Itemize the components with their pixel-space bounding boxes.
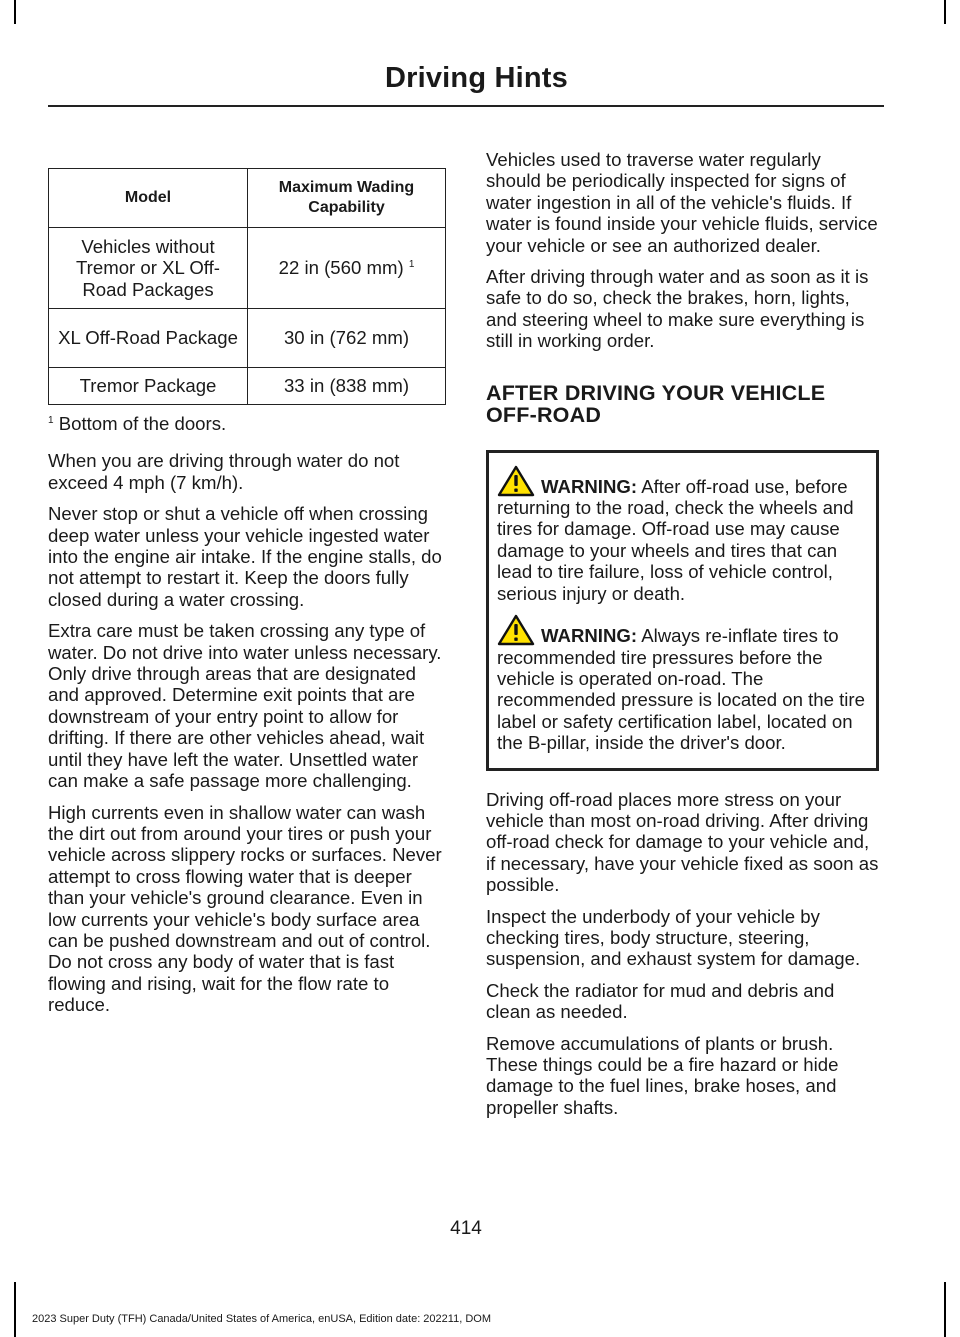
capability-value: 22 in (560 mm) bbox=[278, 257, 404, 279]
crop-mark-bottom-right bbox=[944, 1282, 946, 1337]
table-cell-model: Tremor Package bbox=[49, 368, 248, 405]
warning-item bbox=[497, 465, 868, 604]
paragraph: Extra care must be taken crossing any type of water. Do not drive into water unless necessary. Only drive through areas that are designated and approved. Determine exit points that are downstream of your entry point to allow for drifting. If there are other vehicles ahead, wait until they have left the water. Unsettled water can make a safe passage more challenging. bbox=[48, 620, 442, 792]
table-header-model: Model bbox=[49, 169, 248, 228]
section-heading: AFTER DRIVING YOUR VEHICLE OFF-ROAD bbox=[486, 380, 826, 427]
crop-mark-top-right bbox=[944, 0, 946, 24]
crop-mark-bottom-left bbox=[14, 1282, 16, 1337]
table-row bbox=[49, 309, 446, 368]
paragraph: Vehicles used to traverse water regularly should be periodically inspected for signs of water ingestion in all of the vehicle's fluids. If water is found inside your vehicle fluids, service your vehicle or see an authorized dealer. bbox=[486, 149, 878, 256]
wading-capability-table bbox=[48, 168, 446, 405]
paragraph: Remove accumulations of plants or brush. These things could be a fire hazard or hide damage to the fuel lines, brake hoses, and propeller shafts. bbox=[486, 1032, 839, 1118]
footnote-marker: 1 bbox=[48, 414, 54, 426]
table-cell-model: Vehicles without Tremor or XL Off-Road Packages bbox=[49, 228, 248, 309]
paragraph: Check the radiator for mud and debris and clean as needed. bbox=[486, 979, 835, 1023]
table-cell-capability bbox=[248, 228, 446, 309]
table-footnote bbox=[48, 413, 446, 434]
warning-label: WARNING: bbox=[541, 475, 638, 497]
paragraph: After driving through water and as soon as it is safe to do so, check the brakes, horn, lights, and steering wheel to make sure everything is still in working order. bbox=[486, 266, 869, 352]
warning-item bbox=[497, 614, 868, 753]
warning-text: After off-road use, before returning to the road, check the wheels and tires for damage. Off-road use may cause damage to your wheels and tires that can lead to tire failure, loss of vehicle control, serious injury or death. bbox=[497, 475, 854, 604]
warning-triangle-icon bbox=[497, 465, 535, 497]
right-column bbox=[486, 149, 879, 1128]
table-cell-capability: 33 in (838 mm) bbox=[248, 368, 446, 405]
page-number: 414 bbox=[450, 1218, 482, 1239]
table-cell-capability: 30 in (762 mm) bbox=[248, 309, 446, 368]
paragraph: Inspect the underbody of your vehicle by checking tires, body structure, steering, suspension, and exhaust system for damage. bbox=[486, 905, 861, 970]
crop-mark-top-left bbox=[14, 0, 16, 24]
left-column bbox=[48, 168, 446, 1026]
table-cell-model: XL Off-Road Package bbox=[49, 309, 248, 368]
header-divider bbox=[48, 105, 884, 107]
paragraph: When you are driving through water do not exceed 4 mph (7 km/h). bbox=[48, 450, 400, 493]
table-row bbox=[49, 368, 446, 405]
warning-box bbox=[486, 450, 879, 771]
warning-text: Always re-inflate tires to recommended tire pressures before the vehicle is operated on-road. The recommended pressure is located on the tire label or safety certification label, located on the B-pillar, inside the driver's door. bbox=[497, 625, 865, 754]
table-header-row bbox=[49, 169, 446, 228]
footnote-text: Bottom of the doors. bbox=[53, 413, 227, 434]
warning-triangle-icon bbox=[497, 614, 535, 646]
page-header-title: Driving Hints bbox=[384, 62, 568, 94]
paragraph: Never stop or shut a vehicle off when crossing deep water unless your vehicle ingested water into the engine air intake. If the engine stalls, do not attempt to restart it. Keep the doors fully closed during a water crossing. bbox=[48, 503, 442, 610]
table-row bbox=[49, 228, 446, 309]
table-header-capability: Maximum Wading Capability bbox=[248, 169, 446, 228]
footnote-reference: 1 bbox=[408, 259, 415, 271]
paragraph: Driving off-road places more stress on your vehicle than most on-road driving. After driving off-road check for damage to your vehicle and, if necessary, have your vehicle fixed as soon as possible. bbox=[486, 788, 879, 896]
edition-info: 2023 Super Duty (TFH) Canada/United States of America, enUSA, Edition date: 202211, DOM bbox=[32, 1313, 491, 1325]
paragraph: High currents even in shallow water can wash the dirt out from around your tires or push your vehicle across slippery rocks or surfaces. Never attempt to cross flowing water that is deeper than your vehicle's ground clearance. Even in low currents your vehicle's body surface area can be pushed downstream and out of control. Do not cross any body of water that is fast flowing and rising, wait for the flow rate to reduce. bbox=[48, 801, 442, 1016]
warning-label: WARNING: bbox=[541, 625, 638, 647]
